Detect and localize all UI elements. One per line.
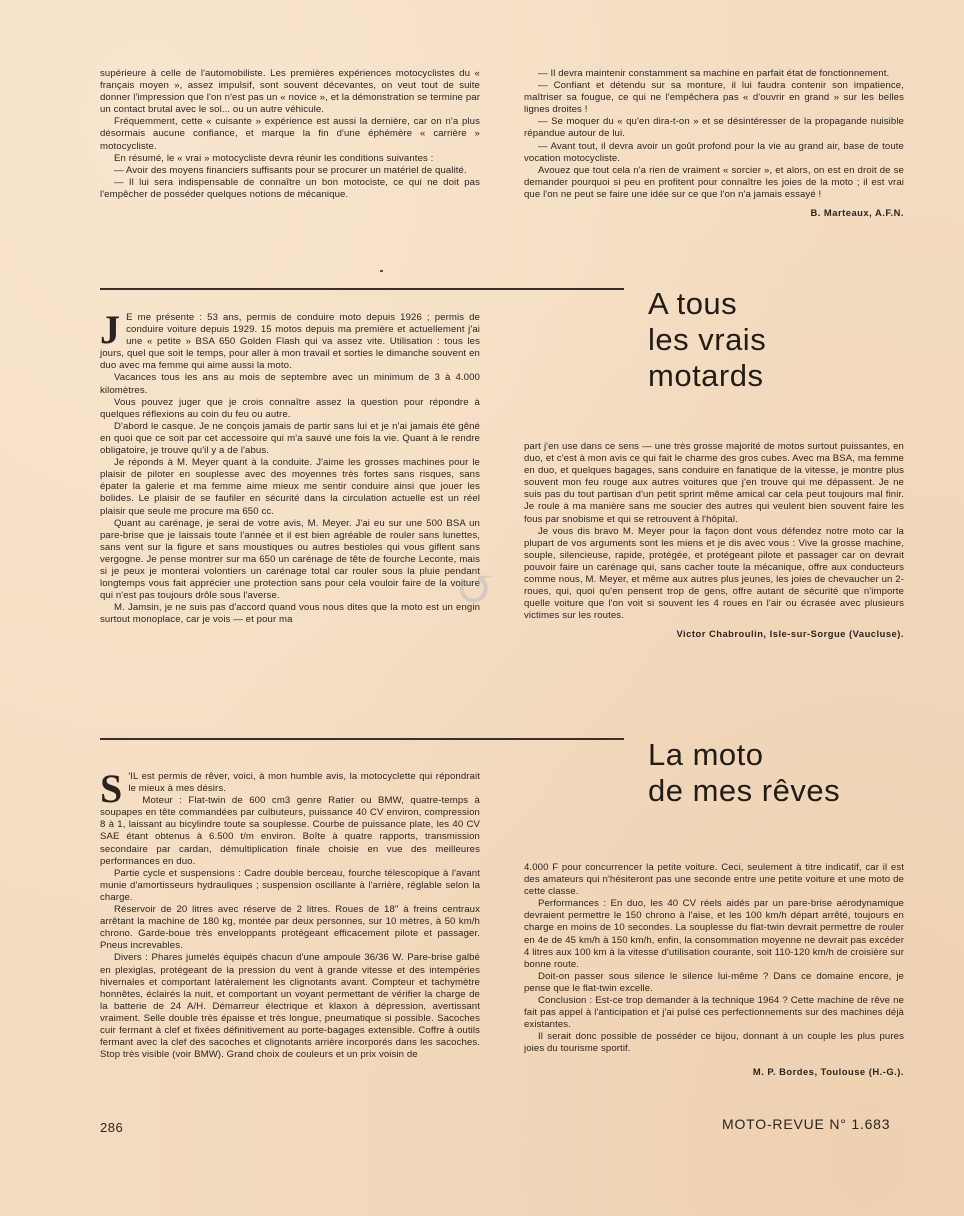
article-title — [648, 737, 840, 809]
drop-cap: S — [100, 766, 123, 811]
section-rule — [100, 288, 624, 290]
section-rule — [100, 738, 624, 740]
paragraph: Divers : Phares jumelés équipés chacun d'une ampoule 36/36 W. Pare-brise galbé en plexiglas, protégeant de la pression du vent à grande vitesse et des intempéries hivernales et comportant latéralement les clignotants avant. Compteur et tachymètre honnêtes, éclairés la nuit, et comportant un voyant permettant de vérifier la charge de la batterie de 24 A/H. Démarreur électrique et klaxon à dépression, avertissant vraiment. Selle double très épaisse et très longue, pneumatique si possible. Sacoches cuir fermant à clef et fixées définitivement au porte-bagages extensible. Coffre à outils fermant avec la clef des sacoches et clignotants arrière incorporés dans les sacoches. Stop très visible (voir BMW). Grand choix de couleurs et un prix voisin de — [100, 952, 480, 1061]
paragraph — [100, 766, 480, 811]
paragraph: Quant au carénage, je serai de votre avis, M. Meyer. J'ai eu sur une 500 BSA un pare-brise que je laissais toute l'année et il est bien agréable de rouler sans lunettes, sans vent sur la figure et sans moustiques ou autres bestioles qui vous giflent sans vergogne. Je pense montrer sur ma 650 un carénage de tête de fourche Leconte, mais si je peux je monterai volontiers un carénage total car rouler sous la pluie pendant longtemps vous fait apprécier une protection sans pour cela vouloir faire de la voiture qui n'est pas toujours drôle sous l'averse. — [100, 517, 480, 602]
paragraph: En résumé, le « vrai » motocycliste devra réunir les conditions suivantes : — [114, 152, 434, 164]
paragraph: — Avant tout, il devra avoir un goût profond pour la vie au grand air, base de toute vocation motocycliste. — [524, 140, 904, 164]
paragraph: part j'en use dans ce sens — une très grosse majorité de motos surtout puissantes, en duo, et c'est à mon avis ce qui fait le charme des gros cubes. Avec ma BSA, ma femme en duo, et quelques bagages, sans conduire en fanatique de la vitesse, je montre plus souvent mon feu rouge aux autres voitures que j'en trouve qui me dépassent. Je ne suis pas du tout partisan d'un petit sprint même amical car cela peut toujours mal finir. Je roule à ma manière sans me soucier des autres qui veulent bien souvent faire les fous par snobisme et qui se retrouvent à l'hôpital. — [524, 441, 904, 525]
paragraph — [100, 307, 480, 372]
title-line: de mes rêves — [648, 773, 841, 808]
magazine-issue: MOTO-REVUE N° 1.683 — [722, 1116, 891, 1132]
signature: Victor Chabroulin, Isle-sur-Sorgue (Vaucluse). — [676, 628, 904, 640]
paragraph: Conclusion : Est-ce trop demander à la technique 1964 ? Cette machine de rêve ne fait pas appel à l'anticipation et j'ai pulsé ces perfectionnements sur des machines déjà existantes. — [524, 995, 904, 1031]
paragraph: Partie cycle et suspensions : Cadre double berceau, fourche télescopique à l'avant munie d'amortisseurs hydrauliques ; suspension oscillante à l'arrière, réglable selon la charge. — [100, 867, 480, 903]
article1-left-column — [100, 307, 480, 626]
paragraph: D'abord le casque. Je ne conçois jamais de partir sans lui et je n'ai jamais été gêné en quoi que ce soit par cet accessoire qui m'a sauvé une fois la vie. Quant à le rendre obligatoire, je trouve qu'il y a de l'abus. — [100, 420, 480, 457]
title-line: motards — [648, 358, 764, 393]
paragraph: Il serait donc possible de posséder ce bijou, donnant à un couple les plus pures joies du tourisme sportif. — [524, 1031, 904, 1055]
paragraph: Réservoir de 20 litres avec réserve de 2 litres. Roues de 18" à freins centraux arrêtant la machine de 180 kg, montée par deux personnes, sur 10 mètres, à 50 km/h chrono. Garde-boue très enveloppants protégeant efficacement pilote et passager. Pneus increvables. — [100, 904, 480, 952]
paragraph: supérieure à celle de l'automobiliste. Les premières expériences motocyclistes du « français moyen », assez impulsif, sont souvent décevantes, on veut tout de suite donner l'impression que l'on n'est pas un « novice », et la démonstration se termine par un contact brutal avec le sol... ou un autre véhicule. — [100, 68, 480, 116]
top-right-column — [524, 68, 904, 219]
paragraph: — Avoir des moyens financiers suffisants pour se procurer un matériel de qualité. — [114, 164, 467, 176]
paragraph: Doit-on passer sous silence le silence lui-même ? Dans ce domaine encore, je pense que le flat-twin excelle. — [524, 970, 904, 994]
paragraph: Vous pouvez juger que je crois connaître assez la question pour répondre à quelques réflexions au coin du feu ou autre. — [100, 396, 480, 420]
separator-mark — [380, 270, 383, 272]
paragraph: — Confiant et détendu sur sa monture, il lui faudra contenir son impatience, maîtriser sa fougue, ce qui ne l'empêchera pas « d'ouvrir en grand » sur les belles lignes droites ! — [524, 80, 904, 116]
paragraph: Performances : En duo, les 40 CV réels aidés par un pare-brise aérodynamique devraient permettre le 150 chrono à l'aise, et les 100 km/h départ arrêté, toujours en charge en moins de 10 secondes. La souplesse du flat-twin devrait permettre de rouler en 4e de 45 km/h à 150 km/h, enfin, la consommation moyenne ne devrait pas excéder 4 litres aux 100 km à la vitesse d'utilisation courante, soit 110-120 km/h de croisière sur bonne route. — [524, 898, 904, 970]
page-number: 286 — [100, 1120, 124, 1135]
article1-right-column — [524, 441, 904, 641]
paragraph: Moteur : Flat-twin de 600 cm3 genre Ratier ou BMW, quatre-temps à soupapes en tête commandées par culbuteurs, puissance 40 CV environ, compression 8 à 1, laissant au bicylindre toute sa souplesse. Courbe de puissance plate, les 40 CV SAE étant obtenus à 6.500 t/m environ. Boîte à quatre rapports, transmission secondaire par cardan, démultiplication finale choisie en vue des meilleures performances en duo. — [100, 795, 480, 867]
top-left-column — [100, 68, 480, 201]
signature: M. P. Bordes, Toulouse (H.-G.). — [752, 1065, 904, 1077]
paragraph: Fréquemment, cette « cuisante » expérience est aussi la dernière, car on n'a plus désormais aucune confiance, et marque la fin d'une éphémère « carrière » motocycliste. — [100, 116, 480, 152]
article2-left-column — [100, 766, 480, 1061]
article-title — [648, 286, 766, 394]
paragraph: — Il devra maintenir constamment sa machine en parfait état de fonctionnement. — [538, 68, 890, 79]
paragraph: Je vous dis bravo M. Meyer pour la façon dont vous défendez notre moto car la plupart de vos arguments sont les miens et je dis avec vous : Vive la grosse machine, souple, silencieuse, rapide, protégée, et protégeant pilote et passager car on devrait pouvoir faire un carénage qui, sans cacher toute la mécanique, offre aux conducteurs comme nous, M. Meyer, et même aux autres plus jeunes, les joies de chevaucher un 2-roues, qui, quoi qu'en pensent trop de gens, offre autant de sécurité que n'importe quelle voiture que l'on voit si souvent les 4 roues en l'air ou écrasée avec plusieurs victimes sur les routes. — [524, 525, 904, 622]
paragraph: M. Jamsin, je ne suis pas d'accord quand vous nous dites que la moto est un engin surtout monoplace, car je vois — et pour ma — [100, 602, 480, 626]
title-line: La moto — [648, 737, 764, 772]
paragraph: 4.000 F pour concurrencer la petite voiture. Ceci, seulement à titre indicatif, car il est des amateurs qui n'hésiteront pas une seconde entre une petite voiture et une moto de cette classe. — [524, 862, 904, 898]
article2-right-column — [524, 862, 904, 1078]
drop-cap: J — [100, 307, 121, 352]
paragraph: Je réponds à M. Meyer quant à la conduite. J'aime les grosses machines pour le plaisir de piloter en souplesse avec des moyennes très fortes sans risques, sans épater la galerie et ma femme aime mieux me sentir conduire ainsi que jouer les bolides. Le plaisir de se faufiler en sécurité dans la circulation actuelle est un réel plaisir que seule me procure ma 650 cc. — [100, 457, 480, 517]
paragraph-text: E me présente : 53 ans, permis de conduire moto depuis 1926 ; permis de conduire voiture depuis 1929. 15 motos depuis ma première et actuellement j'ai une « petite » BSA 650 Golden Flash qui va assez vite. Utilisation : tous les jours, quel que soit le temps, pour aller à mon travail et sorties le dimanche souvent en duo avec ma femme qui aime aussi la moto. — [100, 312, 480, 372]
paragraph: — Se moquer du « qu'en dira-t-on » et se désintéresser de la propagande nuisible répandue autour de lui. — [524, 116, 904, 140]
paragraph: — Il lui sera indispensable de connaître un bon motociste, ce qui ne doit pas l'empêcher de posséder quelques notions de mécanique. — [100, 176, 480, 200]
title-line: les vrais — [648, 322, 767, 357]
paragraph: Avouez que tout cela n'a rien de vraiment « sorcier », et alors, on est en droit de se demander pourquoi si peu en profitent pour connaître les joies de la moto ; il est vrai que l'on ne peut se faire une idée sur ce que l'on n'a jamais essayé ! — [524, 164, 904, 200]
paragraph-text: 'IL est permis de rêver, voici, à mon humble avis, la motocyclette qui répondrait le mieux à mes désirs. — [128, 771, 480, 795]
signature: B. Marteaux, A.F.N. — [810, 207, 904, 219]
show-through-mark: ↺ — [455, 560, 497, 618]
paragraph: Vacances tous les ans au mois de septembre avec un minimum de 3 à 4.000 kilomètres. — [100, 372, 480, 396]
title-line: A tous — [648, 286, 738, 321]
